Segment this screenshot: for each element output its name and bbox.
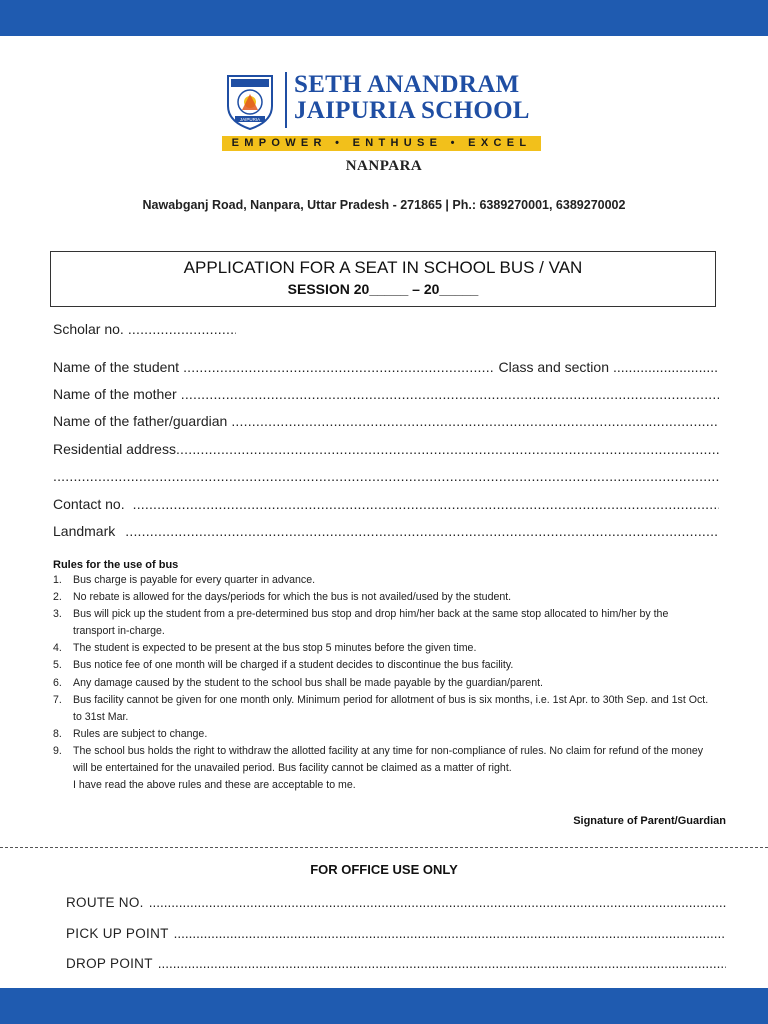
parent-signature-label: Signature of Parent/Guardian — [573, 815, 726, 827]
logo-divider — [285, 72, 287, 128]
scholar-no-field[interactable] — [53, 320, 719, 338]
drop-point-blank[interactable] — [158, 955, 726, 973]
pick-up-point-label: PICK UP POINT — [66, 926, 169, 941]
rules-list — [53, 572, 713, 777]
route-no-field[interactable] — [66, 894, 726, 912]
rule-item: 2. No rebate is allowed for the days/periods for which the bus is not availed/used by the student. — [53, 591, 512, 604]
school-name-line1: SETH ANANDRAM — [294, 71, 520, 98]
route-no-blank[interactable] — [149, 894, 726, 912]
residential-address-blank-2[interactable] — [53, 467, 719, 485]
route-no-label: ROUTE NO. — [66, 895, 144, 910]
svg-text:JAIPURIA: JAIPURIA — [239, 117, 261, 122]
form-title: APPLICATION FOR A SEAT IN SCHOOL BUS / VAN — [183, 258, 583, 277]
school-crest-logo — [222, 72, 278, 130]
school-name-line2: JAIPURIA SCHOOL — [294, 97, 530, 124]
office-use-title: FOR OFFICE USE ONLY — [310, 862, 458, 877]
father-name-field[interactable] — [53, 412, 719, 430]
school-location: NANPARA — [345, 158, 423, 174]
residential-address-field[interactable] — [53, 440, 719, 458]
school-tagline: EMPOWER • ENTHUSE • EXCEL — [222, 136, 541, 151]
residential-address-label: Residential address — [53, 441, 176, 457]
class-section-blank[interactable] — [613, 358, 719, 376]
pick-up-point-field[interactable] — [66, 925, 726, 943]
father-name-label: Name of the father/guardian — [53, 413, 228, 429]
session-line: SESSION 20_____ – 20_____ — [287, 281, 479, 297]
drop-point-field[interactable] — [66, 955, 726, 973]
landmark-field[interactable] — [53, 522, 719, 540]
mother-name-field[interactable] — [53, 385, 719, 403]
scholar-no-blank[interactable] — [128, 320, 236, 338]
contact-no-label: Contact no. — [53, 496, 125, 512]
rule-item: 3. Bus will pick up the student from a pre-determined bus stop and drop him/her back at the same stop allocated to him/her by the transport in-charge. — [53, 608, 669, 638]
school-name — [294, 72, 530, 124]
contact-no-field[interactable] — [53, 495, 719, 513]
rule-item: 6. Any damage caused by the student to the school bus shall be made payable by the guardian/parent. — [53, 676, 543, 689]
cut-line-divider — [0, 847, 768, 848]
rule-item: 1. Bus charge is payable for every quarter in advance. — [53, 574, 316, 586]
top-color-band — [0, 0, 768, 36]
residential-address-blank[interactable] — [176, 440, 719, 458]
pick-up-point-blank[interactable] — [174, 925, 726, 943]
residential-address-line2[interactable] — [53, 467, 719, 485]
drop-point-label: DROP POINT — [66, 956, 153, 971]
student-name-field[interactable] — [53, 358, 719, 376]
rule-item: 9. The school bus holds the right to withdraw the allotted facility at any time for non-compliance of rules. No claim for refund of the money will be entertained for the unavailed period. Bus facility cannot be claimed as a matter of right. — [53, 744, 704, 775]
rule-item: 5. Bus notice fee of one month will be charged if a student decides to discontinue the bus facility. — [53, 659, 514, 672]
father-name-blank[interactable] — [231, 412, 719, 430]
scholar-no-label: Scholar no. — [53, 321, 124, 337]
form-title-box — [50, 251, 716, 307]
declaration-text: I have read the above rules and these are acceptable to me. — [73, 779, 356, 791]
student-name-label: Name of the student — [53, 359, 180, 375]
rule-item: 8. Rules are subject to change. — [53, 727, 208, 740]
rule-item: 7. Bus facility cannot be given for one month only. Minimum period for allotment of bus is six months, i.e. 1st Apr. to 30th Sep. and 1st Oct. to 31st Mar. — [53, 693, 709, 723]
mother-name-blank[interactable] — [181, 385, 719, 403]
student-name-blank[interactable] — [183, 358, 494, 376]
contact-no-blank[interactable] — [133, 495, 719, 513]
school-address: Nawabganj Road, Nanpara, Uttar Pradesh - 271865 | Ph.: 6389270001, 6389270002 — [142, 198, 626, 212]
landmark-blank[interactable] — [125, 522, 719, 540]
landmark-label: Landmark — [53, 523, 116, 539]
rule-item: 4. The student is expected to be present at the bus stop 5 minutes before the given time. — [53, 642, 477, 655]
class-section-label: Class and section — [498, 359, 609, 375]
rules-title: Rules for the use of bus — [53, 559, 179, 571]
mother-name-label: Name of the mother — [53, 386, 177, 402]
bottom-color-band — [0, 988, 768, 1024]
